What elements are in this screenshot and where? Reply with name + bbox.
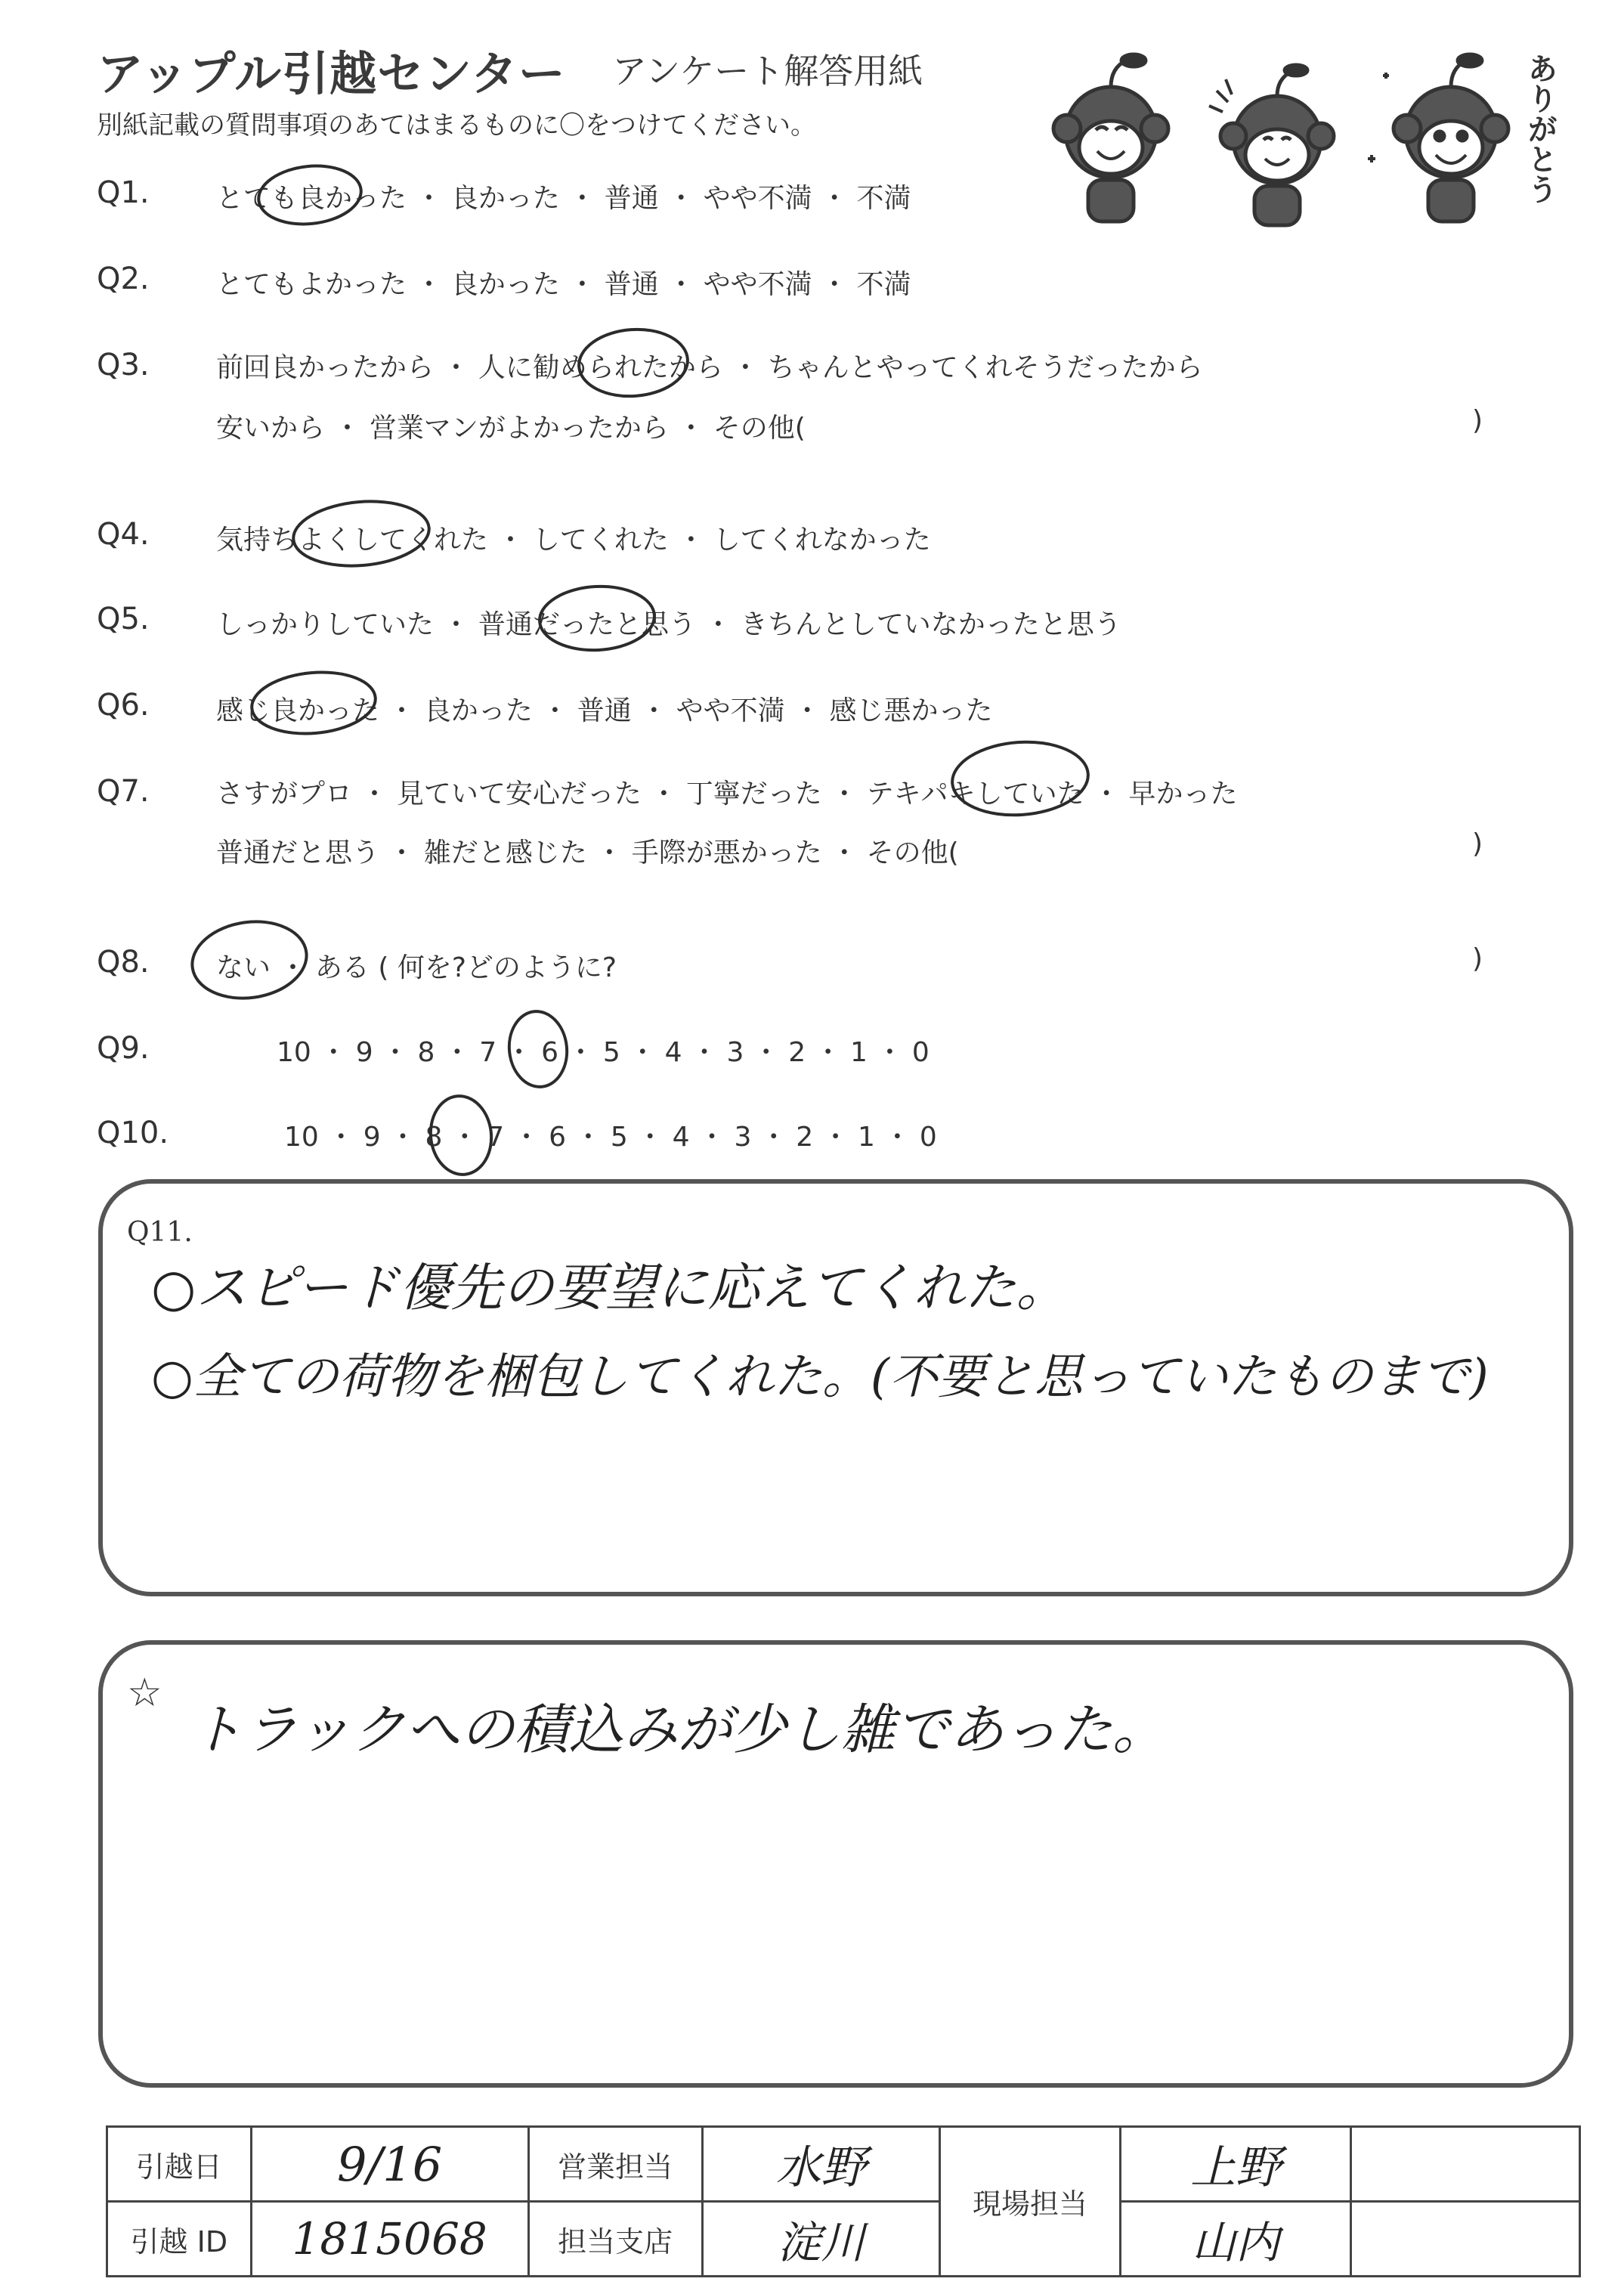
q10-label: Q10. (97, 1116, 169, 1150)
q1-options: とても良かった ・ 良かった ・ 普通 ・ やや不満 ・ 不満 (216, 183, 911, 214)
instruction-text: 別紙記載の質問事項のあてはまるものに〇をつけてください。 (97, 110, 816, 141)
q7-options-line1: さすがプロ ・ 見ていて安心だった ・ 丁寧だった ・ テキパキしていた ・ 早かった (216, 779, 1238, 810)
site-staff-label: 現場担当 (939, 2127, 1120, 2277)
q3-close-paren: ) (1472, 405, 1483, 436)
q7-close-paren: ) (1472, 828, 1483, 859)
q2-label: Q2. (97, 262, 150, 296)
site-staff-extra-cell-1 (1351, 2127, 1580, 2202)
q9-label: Q9. (97, 1031, 150, 1066)
q8-label: Q8. (97, 945, 150, 980)
q7-label: Q7. (97, 774, 150, 809)
q3-options-line1: 前回良かったから ・ 人に勧められたから ・ ちゃんとやってくれそうだったから (216, 352, 1203, 383)
q6-options: 感じ良かった ・ 良かった ・ 普通 ・ やや不満 ・ 感じ悪かった (216, 695, 993, 726)
q8-close-paren: ) (1472, 943, 1483, 974)
monkey-mascots-illustration (1028, 45, 1557, 234)
q6-label: Q6. (97, 688, 150, 723)
q4-options: 気持ちよくしてくれた ・ してくれた ・ してくれなかった (216, 525, 931, 556)
q11-answer-line1: ○スピード優先の要望に応えてくれた。 (151, 1258, 1068, 1318)
q5-options: しっかりしていた ・ 普通だったと思う ・ きちんとしていなかったと思う (216, 609, 1121, 640)
q2-options: とてもよかった ・ 良かった ・ 普通 ・ やや不満 ・ 不満 (216, 269, 911, 300)
site-staff-2-handwritten: 山内 (1192, 2217, 1280, 2268)
company-title: アップル引越センター (97, 46, 566, 101)
thanks-text: ありがとう (1523, 53, 1557, 204)
footer-info-table (106, 2125, 1581, 2277)
q3-options-line2: 安いから ・ 営業マンがよかったから ・ その他( (216, 413, 806, 444)
site-staff-1-handwritten: 上野 (1190, 2141, 1282, 2194)
move-date-label: 引越日 (107, 2127, 252, 2202)
q7-options-line2: 普通だと思う ・ 雑だと感じた ・ 手際が悪かった ・ その他( (216, 837, 959, 868)
site-staff-value-2 (1121, 2202, 1351, 2277)
sales-staff-label: 営業担当 (528, 2127, 702, 2202)
q10-scale: 10 ・ 9 ・ 8 ・ 7 ・ 6 ・ 5 ・ 4 ・ 3 ・ 2 ・ 1 ・ 0 (284, 1122, 937, 1153)
move-id-handwritten: 1815068 (292, 2213, 487, 2265)
form-subtitle: アンケート解答用紙 (612, 51, 923, 91)
branch-label: 担当支店 (528, 2202, 702, 2277)
branch-handwritten: 淀川 (777, 2217, 865, 2268)
q9-scale: 10 ・ 9 ・ 8 ・ 7 ・ 6 ・ 5 ・ 4 ・ 3 ・ 2 ・ 1 ・ 0 (277, 1037, 930, 1068)
site-staff-value-1 (1121, 2127, 1351, 2202)
move-date-handwritten: 9/16 (336, 2136, 443, 2192)
sales-staff-handwritten: 水野 (775, 2141, 867, 2194)
q4-label: Q4. (97, 517, 150, 552)
branch-value (702, 2202, 939, 2277)
move-id-value (251, 2202, 528, 2277)
q8-options: ない ・ ある ( 何を?どのように? (216, 952, 617, 983)
move-id-label: 引越 ID (107, 2202, 252, 2277)
move-date-value (251, 2127, 528, 2202)
star-icon: ☆ (127, 1670, 162, 1716)
site-staff-extra-cell-2 (1351, 2202, 1580, 2277)
q5-label: Q5. (97, 602, 150, 636)
q3-label: Q3. (97, 348, 150, 382)
q11-answer-line2: ○全ての荷物を梱包してくれた。(不要と思っていたものまで) (151, 1349, 1489, 1405)
sales-staff-value (702, 2127, 939, 2202)
q1-label: Q1. (97, 175, 150, 210)
q11-label: Q11. (127, 1217, 193, 1248)
comment-text: トラックへの積込みが少し雑であった。 (189, 1698, 1167, 1761)
